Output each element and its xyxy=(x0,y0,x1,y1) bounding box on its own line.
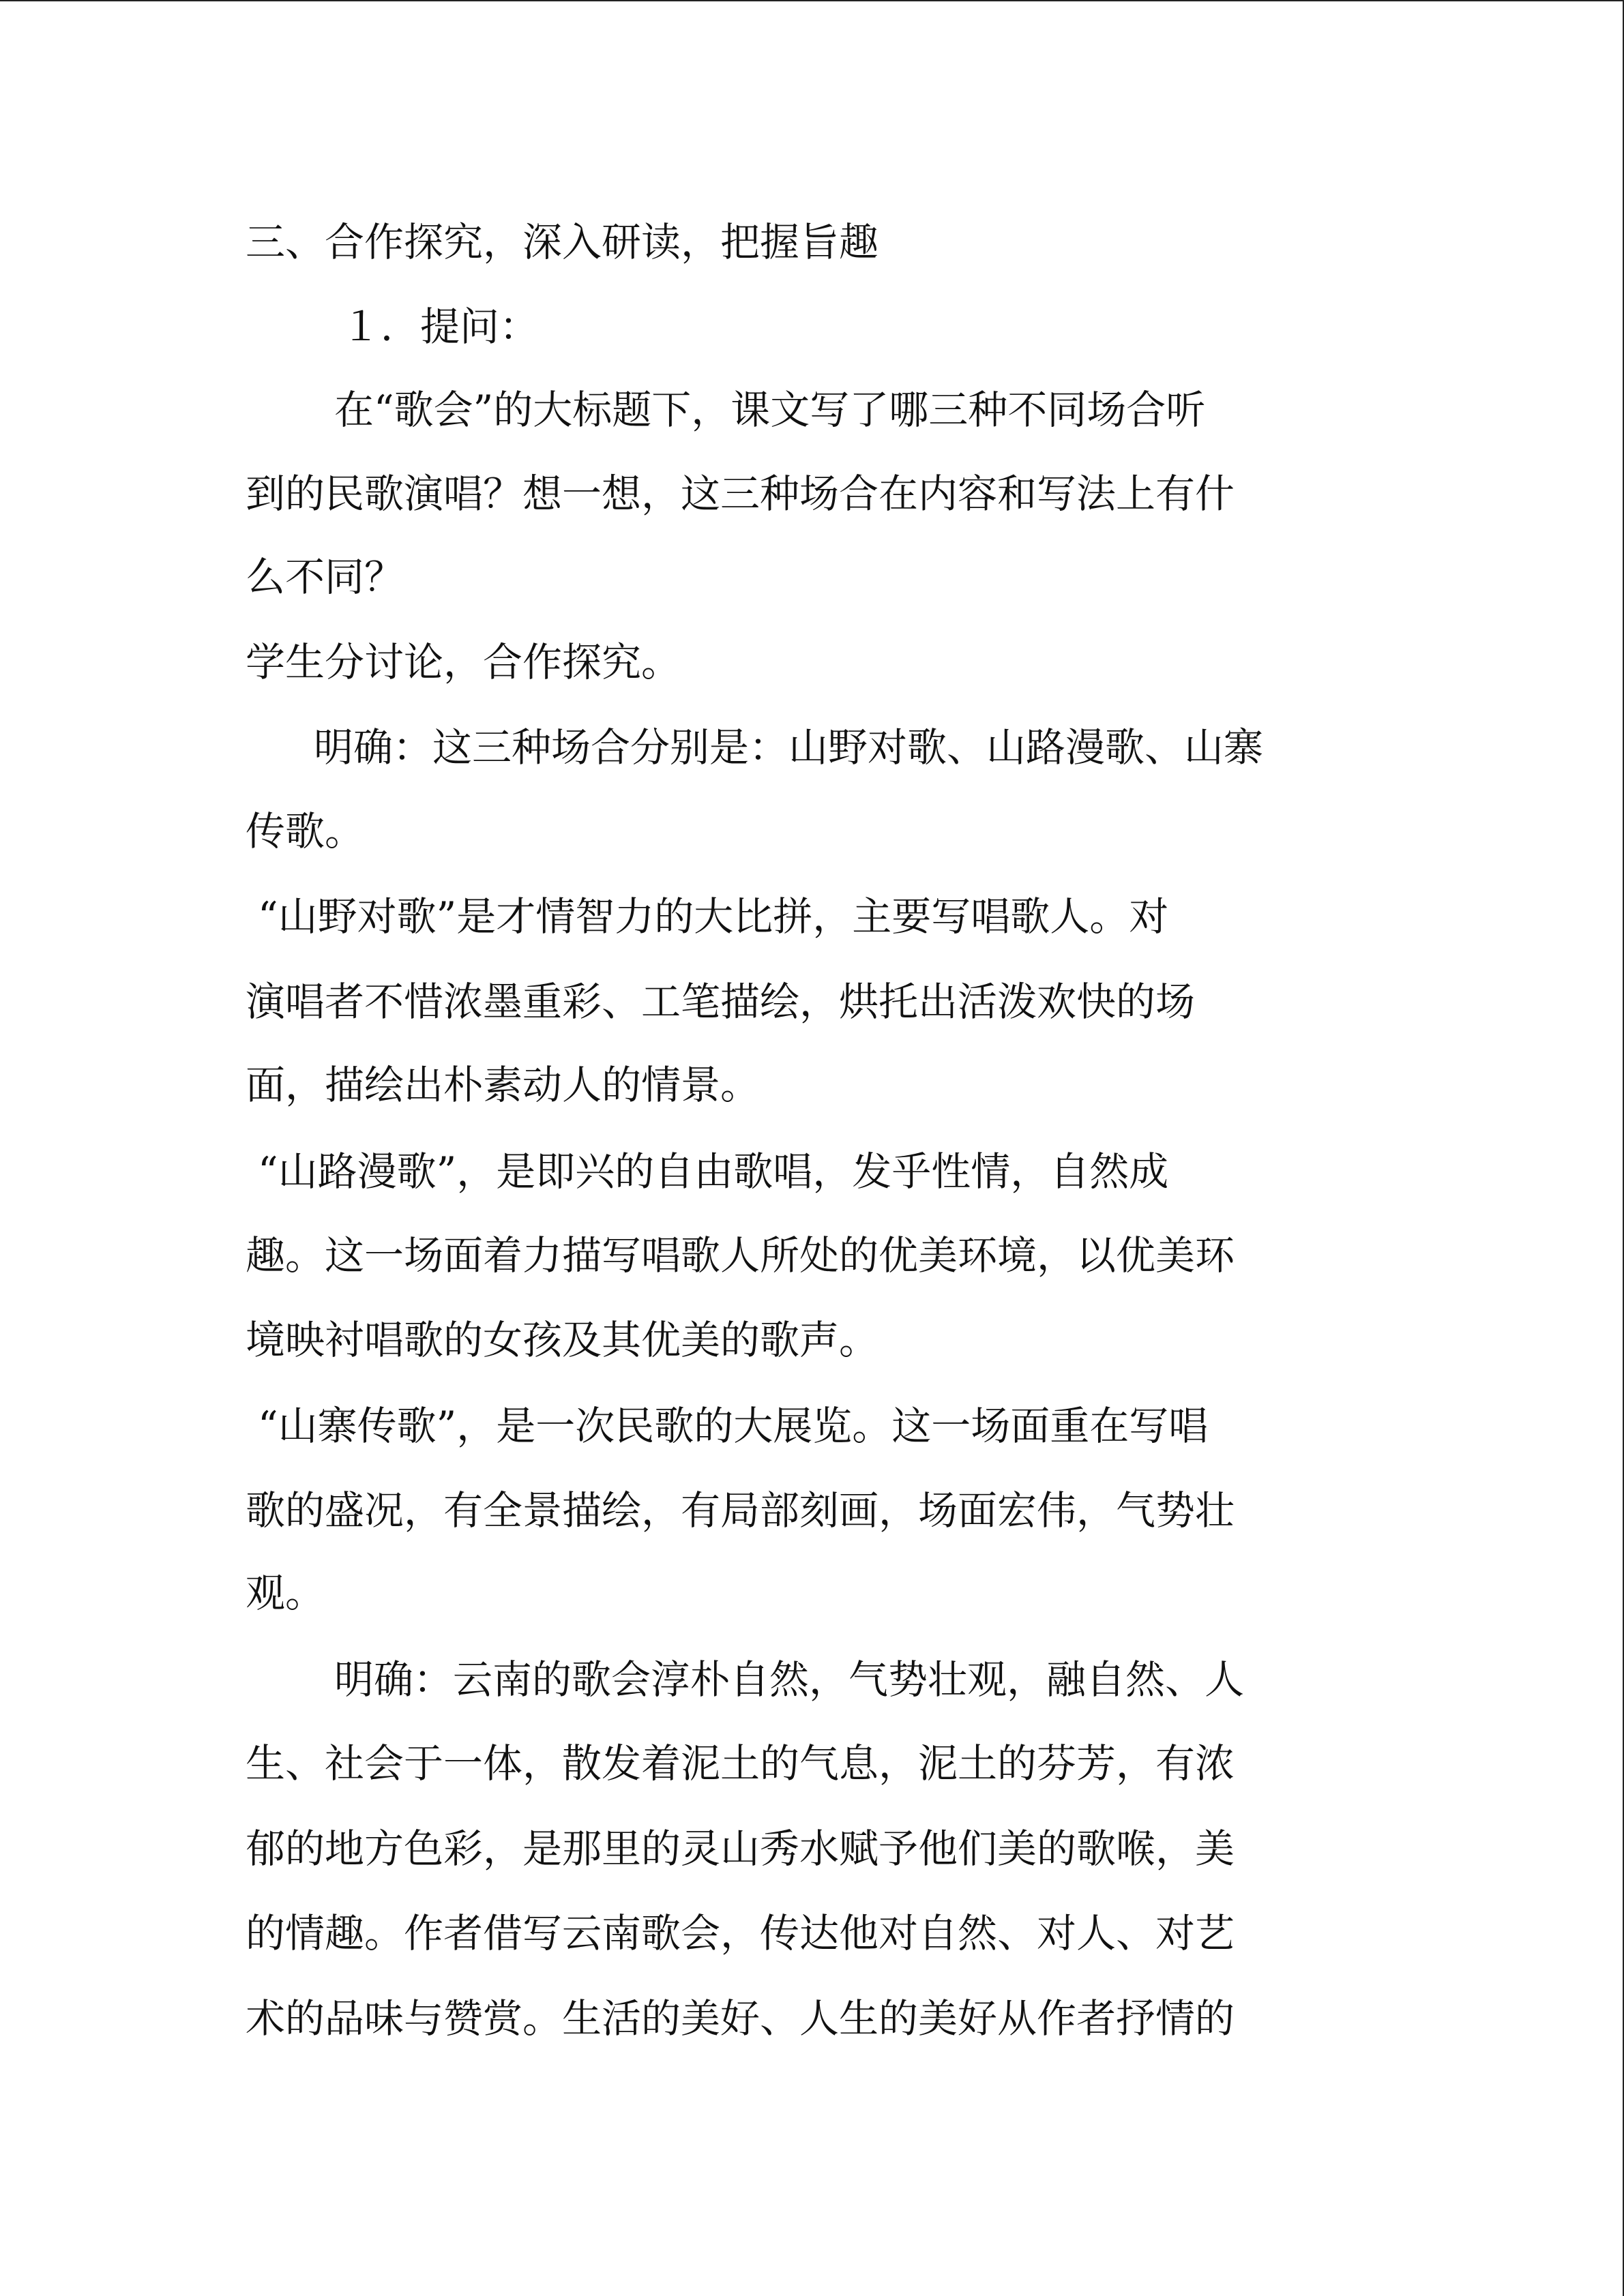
text-line: 郁的地方色彩，是那里的灵山秀水赋予他们美的歌喉，美 xyxy=(246,1825,1235,1872)
text-line: 到的民歌演唱？想一想，这三种场合在内容和写法上有什 xyxy=(246,471,1235,517)
text-line: “山路漫歌”，是即兴的自由歌唱，发乎性情，自然成 xyxy=(258,1148,1169,1195)
text-line: 境映衬唱歌的女孩及其优美的歌声。 xyxy=(246,1317,879,1363)
text-line: 面，描绘出朴素动人的情景。 xyxy=(246,1062,761,1108)
text-line: 演唱者不惜浓墨重彩、工笔描绘，烘托出活泼欢快的场 xyxy=(246,979,1196,1025)
text-line: “山寨传歌”，是一次民歌的大展览。这一场面重在写唱 xyxy=(258,1403,1209,1449)
text-line: 趣。这一场面着力描写唱歌人所处的优美环境，以优美环 xyxy=(246,1232,1235,1279)
text-line: 明确：云南的歌会淳朴自然，气势壮观，融自然、人 xyxy=(334,1656,1245,1703)
text-line: 传歌。 xyxy=(246,808,365,854)
section-heading: 三、合作探究，深入研读，把握旨趣 xyxy=(246,219,879,265)
text-line: 歌的盛况，有全景描绘，有局部刻画，场面宏伟，气势壮 xyxy=(246,1487,1235,1534)
question-label: １．提问： xyxy=(341,303,540,350)
text-line: 明确：这三种场合分别是：山野对歌、山路漫歌、山寨 xyxy=(314,724,1264,771)
text-line: 的情趣。作者借写云南歌会，传达他对自然、对人、对艺 xyxy=(246,1910,1235,1956)
text-line: “山野对歌”是才情智力的大比拼，主要写唱歌人。对 xyxy=(258,893,1169,940)
text-line: 么不同？ xyxy=(246,554,404,600)
text-line: 观。 xyxy=(246,1570,325,1616)
text-line: 术的品味与赞赏。生活的美好、人生的美好从作者抒情的 xyxy=(246,1995,1235,2042)
text-line: 生、社会于一体，散发着泥土的气息，泥土的芬芳，有浓 xyxy=(246,1740,1235,1787)
text-line: 学生分讨论，合作探究。 xyxy=(246,639,681,685)
text-line: 在“歌会”的大标题下，课文写了哪三种不同场合听 xyxy=(334,387,1206,433)
